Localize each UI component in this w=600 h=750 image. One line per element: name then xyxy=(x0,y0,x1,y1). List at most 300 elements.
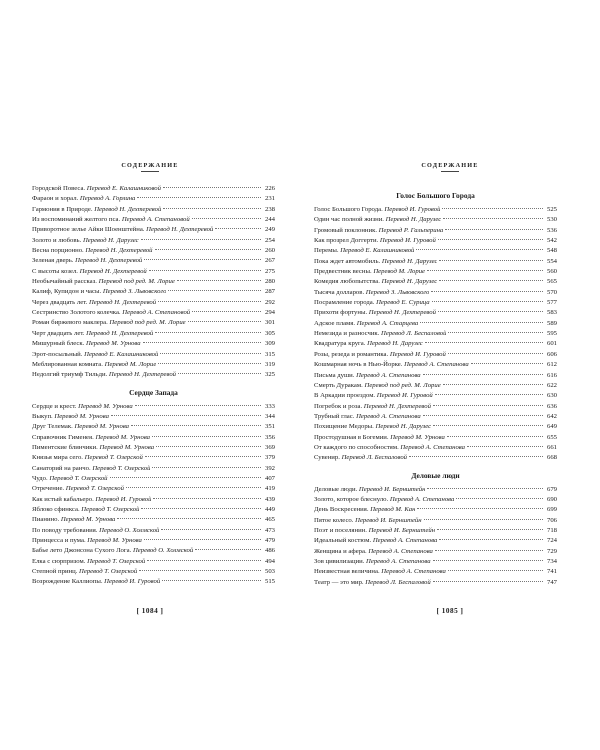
translator: Перевод И. Гуровой xyxy=(376,392,433,400)
story-title: Трубный глас. xyxy=(314,412,355,420)
page-ref: 560 xyxy=(546,268,557,276)
story-title: Посрамление города. xyxy=(314,299,375,307)
dot-leader xyxy=(439,259,543,261)
page-ref: 589 xyxy=(546,319,557,327)
page-ref: 554 xyxy=(546,257,557,265)
story-title: Деловые люди. xyxy=(314,485,358,493)
page-ref: 231 xyxy=(264,195,275,203)
toc-entry xyxy=(314,298,557,308)
translator: Перевод под ред. М. Лорие xyxy=(109,319,186,327)
entry-text xyxy=(32,495,151,505)
translator: Перевод А. Степанова xyxy=(381,568,446,576)
entry-text xyxy=(314,267,425,277)
page-ref: 287 xyxy=(264,288,275,296)
dot-leader xyxy=(471,362,543,364)
entry-text xyxy=(32,433,150,443)
toc-entry xyxy=(314,495,557,505)
page-ref: 655 xyxy=(546,433,557,441)
page-ref: 612 xyxy=(546,361,557,369)
toc-entry xyxy=(314,288,557,298)
entry-text xyxy=(314,505,415,515)
translator: Перевод Е. Калашниковой xyxy=(340,247,415,255)
entry-text xyxy=(32,536,142,546)
entry-text xyxy=(32,350,158,360)
dot-leader xyxy=(155,248,261,250)
entry-text xyxy=(32,474,108,484)
dot-leader xyxy=(161,528,261,530)
toc-entry xyxy=(32,329,275,339)
story-title: Черт двадцать лет. xyxy=(32,329,85,337)
toc-entry xyxy=(314,236,557,246)
dot-leader xyxy=(439,279,543,281)
page-ref: 301 xyxy=(264,319,275,327)
entry-text xyxy=(314,371,421,381)
dot-leader xyxy=(433,424,543,426)
dot-leader xyxy=(177,279,261,281)
toc-entry xyxy=(32,515,275,525)
toc-entry xyxy=(32,360,275,370)
toc-entry xyxy=(32,474,275,484)
toc-entry xyxy=(314,453,557,463)
page-ref: 577 xyxy=(546,299,557,307)
toc-entry xyxy=(32,256,275,266)
dot-leader xyxy=(143,341,261,343)
page-ref: 449 xyxy=(264,505,275,513)
story-title: Зеленая дверь. xyxy=(32,257,74,265)
translator: Перевод Н. Дехтеревой xyxy=(85,247,153,255)
dot-leader xyxy=(456,497,543,499)
translator: Перевод Т. Озерской xyxy=(65,485,124,493)
dot-leader xyxy=(443,217,543,219)
entry-text xyxy=(32,412,109,422)
toc-entry xyxy=(314,567,557,577)
toc-entry xyxy=(32,194,275,204)
page-ref: 706 xyxy=(546,516,557,524)
toc-entry xyxy=(314,257,557,267)
translator: Перевод Р. Гальперина xyxy=(378,226,444,234)
entry-text xyxy=(314,567,446,577)
entry-text xyxy=(32,515,115,525)
entry-text xyxy=(314,215,441,225)
dot-leader xyxy=(435,549,543,551)
entry-text xyxy=(32,443,154,453)
page-ref: 565 xyxy=(546,278,557,286)
toc-entry xyxy=(32,464,275,474)
dot-leader xyxy=(438,310,543,312)
page-ref: 734 xyxy=(546,558,557,565)
entry-text xyxy=(314,246,414,256)
story-title: Один час полной жизни. xyxy=(314,216,384,224)
dot-leader xyxy=(141,238,261,240)
toc-list xyxy=(32,184,275,588)
entry-text xyxy=(314,391,433,401)
entry-text xyxy=(314,381,441,391)
entry-text xyxy=(314,226,443,236)
entry-text xyxy=(32,205,161,215)
page-ref: 344 xyxy=(264,412,275,420)
entry-text xyxy=(32,318,186,328)
entry-text xyxy=(314,495,454,505)
dot-leader xyxy=(443,383,543,385)
toc-entry xyxy=(314,329,557,339)
story-title: Князья мира сего. xyxy=(32,454,83,462)
page-ref: 305 xyxy=(264,329,275,337)
translator: Перевод А. Степанова xyxy=(404,361,469,369)
dot-leader xyxy=(192,310,261,312)
dot-leader xyxy=(433,404,543,406)
entry-text xyxy=(314,443,465,453)
translator: Перевод А. Степанова xyxy=(400,443,465,451)
story-title: Выкуп. xyxy=(32,412,53,420)
story-title: Смерть Дуракам. xyxy=(314,381,363,389)
translator: Перевод Н. Дехтеревой xyxy=(79,267,147,275)
entry-text xyxy=(314,547,433,557)
entry-text xyxy=(32,184,161,194)
dot-leader xyxy=(137,196,261,198)
page-ref: 548 xyxy=(546,247,557,255)
entry-text xyxy=(32,567,137,577)
toc-entry xyxy=(32,308,275,318)
translator: Перевод М. Урнова xyxy=(60,516,116,524)
translator: Перевод А. Степановой xyxy=(121,216,190,224)
translator: Перевод Л. Беспаловой xyxy=(381,330,447,338)
page-ref: 649 xyxy=(546,423,557,431)
translator: Перевод Н. Дехтеревой xyxy=(88,298,157,306)
dot-leader xyxy=(141,507,261,509)
translator: Перевод Е. Калашниковой xyxy=(84,350,159,358)
toc-entry xyxy=(314,246,557,256)
dot-leader xyxy=(139,569,261,571)
entry-text xyxy=(314,557,431,567)
page-ref: 254 xyxy=(264,236,275,244)
dot-leader xyxy=(215,227,261,229)
dot-leader xyxy=(111,414,261,416)
section-title: Голос Большого Города xyxy=(396,191,475,200)
right-page xyxy=(300,0,600,750)
dot-leader xyxy=(144,258,261,260)
dot-leader xyxy=(156,445,261,447)
story-title: Мишурный блеск. xyxy=(32,340,85,348)
entry-text xyxy=(314,288,429,298)
story-title: Комедия любопытства. xyxy=(314,278,380,286)
story-title: Простодушная в Богемии. xyxy=(314,433,389,441)
story-title: Бабье лето Джонсона Сухого Лога. xyxy=(32,547,132,555)
dot-leader xyxy=(424,518,543,520)
page-ref: 718 xyxy=(546,526,557,534)
dot-leader xyxy=(420,321,543,323)
toc-entry xyxy=(314,226,557,236)
translator: Перевод Н. Дарузес xyxy=(385,216,442,224)
dot-leader xyxy=(158,362,261,364)
toc-entry xyxy=(32,215,275,225)
translator: Перевод под ред. М. Лорие xyxy=(364,381,441,389)
entry-text xyxy=(314,329,446,339)
page-ref: 494 xyxy=(264,557,275,565)
page-ref: 419 xyxy=(264,485,275,493)
page-ref: 679 xyxy=(546,485,557,493)
entry-text xyxy=(314,536,437,546)
page-ref: 636 xyxy=(546,402,557,410)
dot-leader xyxy=(168,289,261,291)
story-title: Гармония в Природе. xyxy=(32,205,93,213)
translator: Перевод О. Холмской xyxy=(132,547,194,555)
page-ref: 616 xyxy=(546,371,557,379)
story-title: Голос Большого Города. xyxy=(314,206,383,213)
page-ref: 515 xyxy=(264,578,275,586)
toc-entry xyxy=(32,339,275,349)
story-title: Меблированная комната. xyxy=(32,360,103,368)
page-ref: 530 xyxy=(546,216,557,224)
story-title: Неизвестная величина. xyxy=(314,568,380,576)
translator: Перевод Е. Сурица xyxy=(376,299,430,307)
translator: Перевод М. Урнова xyxy=(95,433,151,441)
story-title: Приворотное зелье Айки Шоенштейна. xyxy=(32,226,145,234)
translator: Перевод Л. Беспаловой xyxy=(341,454,408,462)
page-ref: 439 xyxy=(264,495,275,503)
translator: Перевод Т. Озерской xyxy=(49,474,108,482)
page-ref: 407 xyxy=(264,474,275,482)
page-ref: 369 xyxy=(264,443,275,451)
story-title: Санаторий на ранчо. xyxy=(32,464,91,472)
translator: Перевод М. Урнова xyxy=(85,340,141,348)
toc-entry xyxy=(32,225,275,235)
toc-entry xyxy=(32,546,275,556)
translator: Перевод Т. Озерской xyxy=(81,505,140,513)
story-title: Золото, которое блеснуло. xyxy=(314,495,389,503)
story-title: Адское пламя. xyxy=(314,319,356,327)
toc-entry xyxy=(32,577,275,587)
story-title: Сестринство Золотого колечка. xyxy=(32,309,121,317)
toc-entry xyxy=(314,402,557,412)
story-title: Пятое колесо. xyxy=(314,516,354,524)
toc-entry xyxy=(314,516,557,526)
entry-text xyxy=(32,557,145,567)
entry-text xyxy=(32,225,213,235)
story-title: Как истый кабальеро. xyxy=(32,495,94,503)
story-title: Тысяча долларов. xyxy=(314,288,365,296)
translator: Перевод А. Степанова xyxy=(366,558,431,565)
translator: Перевод З. Львовского xyxy=(102,288,167,296)
story-title: Прихоти фортуны. xyxy=(314,309,368,317)
toc-entry xyxy=(32,422,275,432)
story-title: Сердце и крест. xyxy=(32,402,77,410)
toc-entry xyxy=(314,547,557,557)
toc-entry xyxy=(32,318,275,328)
entry-text xyxy=(32,236,139,246)
page-ref: 260 xyxy=(264,247,275,255)
translator: Перевод Н. Дехтеревой xyxy=(368,309,436,317)
running-head: СОДЕРЖАНИЕ xyxy=(421,162,479,169)
page-ref: 309 xyxy=(264,340,275,348)
story-title: День Воскресения. xyxy=(314,506,369,514)
entry-text xyxy=(32,526,159,536)
story-title: Квадратура круга. xyxy=(314,340,366,348)
page-ref: 690 xyxy=(546,495,557,503)
toc-entry xyxy=(32,287,275,297)
entry-text xyxy=(32,329,153,339)
story-title: Немезида и разносчик. xyxy=(314,330,380,338)
dot-leader xyxy=(117,517,261,519)
toc-entry xyxy=(32,277,275,287)
dot-leader xyxy=(149,269,261,271)
entry-text xyxy=(314,350,446,360)
entry-text xyxy=(314,319,418,329)
story-title: Роман биржевого маклера. xyxy=(32,319,108,327)
entry-text xyxy=(314,453,407,463)
story-title: С высоты козел. xyxy=(32,267,78,275)
page-ref: 292 xyxy=(264,298,275,306)
page-ref: 525 xyxy=(546,206,557,213)
dot-leader xyxy=(152,466,261,468)
page-ref: 741 xyxy=(546,568,557,576)
translator: Перевод И. Гуровой xyxy=(384,206,441,213)
story-title: Чудо. xyxy=(32,474,48,482)
page-ref: 238 xyxy=(264,205,275,213)
page-ref: 570 xyxy=(546,288,557,296)
entry-text xyxy=(32,256,142,266)
toc-entry xyxy=(32,453,275,463)
entry-text xyxy=(314,205,440,215)
story-title: Розы, резеда и романтика. xyxy=(314,350,389,358)
entry-text xyxy=(314,360,469,370)
page-number: [ 1085 ] xyxy=(436,607,464,615)
entry-text xyxy=(32,464,150,474)
toc-entry xyxy=(32,236,275,246)
page-ref: 319 xyxy=(264,360,275,368)
toc-entry xyxy=(314,557,557,567)
dot-leader xyxy=(438,238,543,240)
toc-entry xyxy=(314,350,557,360)
story-title: В Аркадии проездом. xyxy=(314,392,376,400)
translator: Перевод Н. Дарузес xyxy=(375,423,432,431)
entry-text xyxy=(32,402,133,412)
translator: Перевод Н. Дарузес xyxy=(381,257,438,265)
dot-leader xyxy=(448,352,543,354)
toc-entry xyxy=(32,567,275,577)
toc-entry xyxy=(314,319,557,329)
page-ref: 601 xyxy=(546,340,557,348)
entry-text xyxy=(314,402,431,412)
translator: Перевод А. Степанова xyxy=(368,547,433,555)
toc-entry xyxy=(32,205,275,215)
dot-leader xyxy=(417,507,543,509)
story-title: Отречение. xyxy=(32,485,65,493)
story-title: Яблоко сфинкса. xyxy=(32,505,80,513)
page-ref: 503 xyxy=(264,568,275,576)
story-title: Степной принц. xyxy=(32,568,78,576)
translator: Перевод Н. Дарузес xyxy=(367,340,423,348)
story-title: Эрот-посыльный. xyxy=(32,350,83,358)
translator: Перевод А. Степанова xyxy=(372,537,438,545)
toc-entry xyxy=(314,381,557,391)
page-ref: 479 xyxy=(264,537,275,544)
page-ref: 294 xyxy=(264,309,275,317)
story-title: Необычайный рассказ. xyxy=(32,278,97,286)
story-title: Через двадцать лет. xyxy=(32,298,88,306)
toc-entry xyxy=(314,360,557,370)
story-title: Калиф, Купидон и часы. xyxy=(32,288,102,296)
dot-leader xyxy=(467,445,543,447)
entry-text xyxy=(314,516,422,526)
translator: Перевод Н. Дарузес xyxy=(381,278,438,286)
entry-text xyxy=(32,360,156,370)
section-title: Деловые люди xyxy=(411,470,460,480)
page-ref: 724 xyxy=(546,537,557,545)
page-ref: 668 xyxy=(546,454,557,462)
story-title: Идеальный костюм. xyxy=(314,537,372,545)
toc-entry xyxy=(32,412,275,422)
page-number: [ 1084 ] xyxy=(136,607,164,615)
header-rule xyxy=(441,171,459,172)
translator: Перевод А. Старцева xyxy=(356,319,419,327)
entry-text xyxy=(314,422,431,432)
translator: Перевод З. Львовского xyxy=(365,288,430,296)
story-title: От каждого по способностям. xyxy=(314,443,399,451)
toc-entry xyxy=(32,402,275,412)
story-title: Погребок и роза. xyxy=(314,402,363,410)
dot-leader xyxy=(126,486,261,488)
page-ref: 249 xyxy=(264,226,275,234)
dot-leader xyxy=(447,435,543,437)
translator: Перевод Н. Дехтеревой xyxy=(146,226,214,234)
dot-leader xyxy=(437,528,543,530)
story-title: Из воспоминаний желтого пса. xyxy=(32,216,121,224)
entry-text xyxy=(314,298,430,308)
toc-entry xyxy=(32,526,275,536)
dot-leader xyxy=(445,228,543,230)
dot-leader xyxy=(433,559,543,561)
toc-entry xyxy=(314,578,557,588)
dot-leader xyxy=(432,300,543,302)
dot-leader xyxy=(448,331,543,333)
toc-entry xyxy=(314,339,557,349)
dot-leader xyxy=(163,207,261,209)
page-ref: 699 xyxy=(546,506,557,514)
story-title: Зов цивилизации. xyxy=(314,558,365,565)
dot-leader xyxy=(110,476,261,478)
entry-text xyxy=(32,546,193,556)
story-title: Громовый поклонник. xyxy=(314,226,377,234)
story-title: Пиментские блинчики. xyxy=(32,443,98,451)
story-title: Елка с сюрпризом. xyxy=(32,557,86,565)
entry-text xyxy=(32,267,147,277)
entry-text xyxy=(314,308,436,318)
entry-text xyxy=(32,246,153,256)
toc-entry xyxy=(314,526,557,536)
toc-list xyxy=(314,184,557,588)
dot-leader xyxy=(178,372,261,374)
story-title: По поводу требования. xyxy=(32,526,98,534)
page-ref: 267 xyxy=(264,257,275,265)
translator: Перевод Т. Озерской xyxy=(87,557,146,565)
translator: Перевод И. Бернштейн xyxy=(355,516,422,524)
toc-entry xyxy=(32,505,275,515)
entry-text xyxy=(314,526,435,536)
toc-entry xyxy=(32,536,275,546)
story-title: Друг Телемак. xyxy=(32,423,73,431)
dot-leader xyxy=(423,373,543,375)
page-ref: 622 xyxy=(546,381,557,389)
entry-text xyxy=(314,485,425,495)
toc-entry xyxy=(314,443,557,453)
translator: Перевод Н. Дехтеревой xyxy=(94,205,162,213)
translator: Перевод М. Кан xyxy=(370,506,416,514)
story-title: Сувенир. xyxy=(314,454,340,462)
translator: Перевод М. Урнова xyxy=(74,423,130,431)
entry-text xyxy=(32,277,175,287)
dot-leader xyxy=(163,186,261,188)
toc-entry xyxy=(32,350,275,360)
